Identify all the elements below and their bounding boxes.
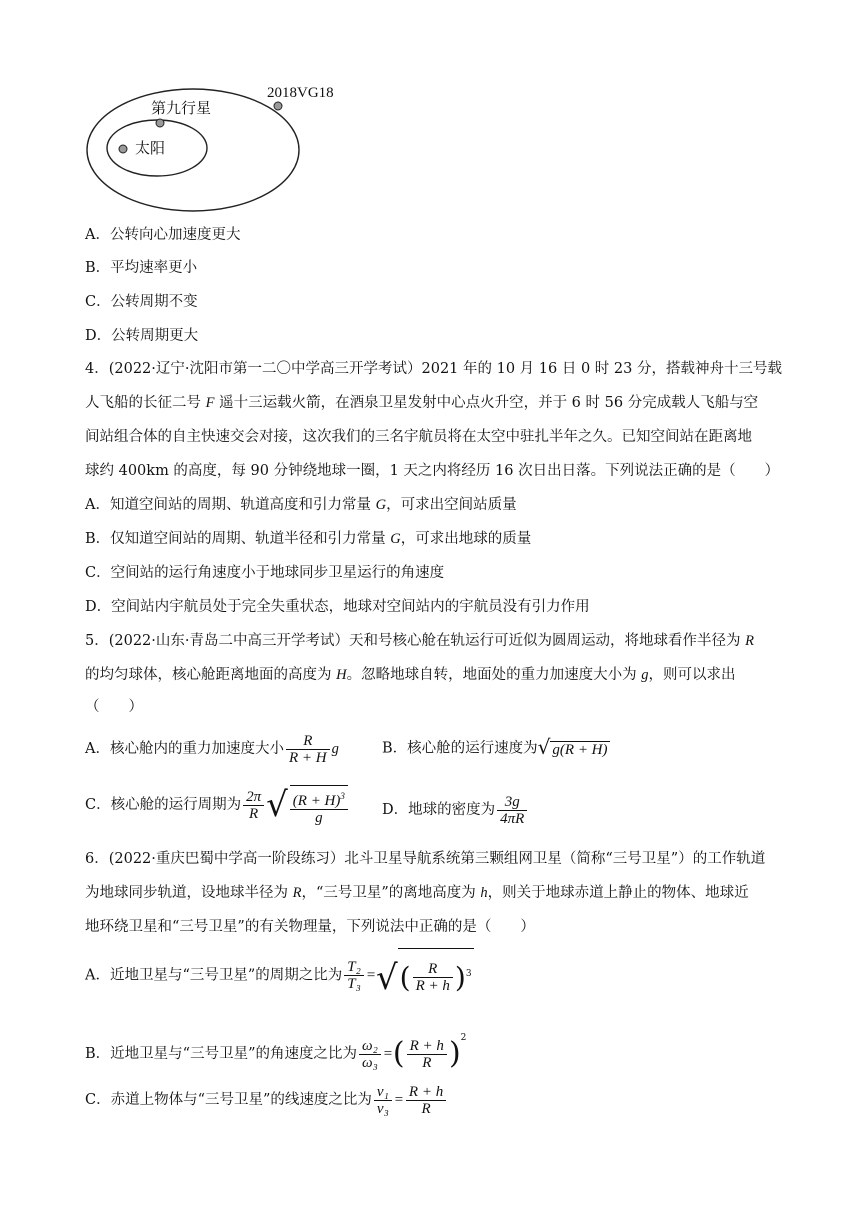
planet-nine-label: 第九行星 <box>151 99 212 117</box>
q4-option-d: D．空间站内宇航员处于完全失重状态，地球对空间站内的宇航员没有引力作用 <box>85 599 590 615</box>
q4-stem-line3: 间站组合体的自主快速交会对接，这次我们的三名宇航员将在太空中驻扎半年之久。已知空间站在距离地 <box>85 429 752 445</box>
q6-option-c: C．赤道上物体与“三号卫星”的线速度之比为 $\frac{\text{v₁}}{\text{v₃}}$ = $\frac{R + h}{R}$ <box>85 1080 448 1120</box>
q6-a-lhs: $\frac{\text{T₂}}{\text{T₃}}$ <box>344 959 364 992</box>
sun-label: 太阳 <box>135 139 166 157</box>
q4-stem-line1: 4．(2022·辽宁·沈阳市第一二〇中学高三开学考试）2021 年的 10 月 16 日 0 时 23 分，搭载神舟十三号载 <box>85 361 782 377</box>
q5-a-fraction: $\frac{R}{R + H}$ <box>286 733 330 766</box>
planet-nine-dot <box>156 119 164 127</box>
q5-option-a: A．核心舱内的重力加速度大小 $\frac{R}{R + H}$ g <box>85 732 339 766</box>
q6-option-b: B．近地卫星与“三号卫星”的角速度之比为 $\frac{\text{ω₂}}{\text{ω₃}}$ =( $\frac{R + h}{R}$ )$^2$ <box>85 1033 467 1071</box>
q5-b-sqrt: √ g(R + H) <box>537 735 608 759</box>
q6-stem-line1: 6．(2022·重庆巴蜀中学高一阶段练习）北斗卫星导航系统第三颗组网卫星（简称“三号卫星”）的工作轨道 <box>85 851 766 867</box>
q4-option-c: C．空间站的运行角速度小于地球同步卫星运行的角速度 <box>85 565 445 581</box>
vg18-dot <box>274 102 282 110</box>
q6-b-rhs: $\frac{R + h}{R}$ <box>407 1038 447 1071</box>
q4-option-b: B．仅知道空间站的周期、轨道半径和引力常量 G，可求出地球的质量 <box>85 531 532 547</box>
q4-option-a: A．知道空间站的周期、轨道高度和引力常量 G，可求出空间站质量 <box>85 497 517 513</box>
q3-option-b: B．平均速率更小 <box>85 260 198 276</box>
vg18-label: 2018VG18 <box>267 85 334 101</box>
q5-c-coef: $\frac{2\pi}{R}$ <box>243 789 264 822</box>
q5-stem-line2: 的均匀球体，核心舱距离地面的高度为 H。忽略地球自转，地面处的重力加速度大小为 g，则可以求出 <box>85 667 736 683</box>
q5-stem-line1: 5．(2022·山东·青岛二中高三开学考试）天和号核心舱在轨运行可近似为圆周运动，将地球看作半径为 R <box>85 633 754 649</box>
q5-option-b: B．核心舱的运行速度为√ g(R + H) <box>382 733 610 764</box>
q6-c-lhs: $\frac{\text{v₁}}{\text{v₃}}$ <box>374 1084 392 1117</box>
orbit-diagram <box>80 76 370 216</box>
q3-option-c: C．公转周期不变 <box>85 294 198 310</box>
q4-stem-line4: 球约 400km 的高度，每 90 分钟绕地球一圈，1 天之内将经历 16 次日出日落。下列说法正确的是（ ） <box>85 463 780 479</box>
q6-option-a: A．近地卫星与“三号卫星”的周期之比为 $\frac{\text{T₂}}{\text{T₃}}$ =√( $\frac{R}{R + h}$ )$^3$ <box>85 948 474 1003</box>
q6-b-lhs: $\frac{\text{ω₂}}{\text{ω₃}}$ <box>359 1038 381 1071</box>
q5-c-sqrt: √ $\frac{(R + H)^3}{g}$ <box>266 780 350 830</box>
q6-stem-line3: 地环绕卫星和“三号卫星”的有关物理量，下列说法中正确的是（ ） <box>85 919 535 935</box>
q6-c-rhs: $\frac{R + h}{R}$ <box>406 1084 446 1117</box>
q5-stem-line3: （ ） <box>85 699 143 715</box>
q4-stem-line2: 人飞船的长征二号 F 遥十三运载火箭，在酒泉卫星发射中心点火升空，并于 6 时 56 分完成载人飞船与空 <box>85 395 759 411</box>
q6-a-sqrt: √( $\frac{R}{R + h}$ )$^3$ <box>376 948 474 1003</box>
q3-option-d: D．公转周期更大 <box>85 328 199 344</box>
q5-option-c: C．核心舱的运行周期为 $\frac{2\pi}{R}$ √ $\frac{(R + H)^3}{g}$ <box>85 780 350 830</box>
sun-dot <box>119 145 127 153</box>
q5-option-d: D．地球的密度为 $\frac{3g}{4\pi R}$ <box>382 790 529 830</box>
q3-option-a: A．公转向心加速度更大 <box>85 227 241 243</box>
q6-stem-line2: 为地球同步轨道，设地球半径为 R，“三号卫星”的离地高度为 h，则关于地球赤道上静止的物体、地球近 <box>85 885 749 901</box>
q5-d-fraction: $\frac{3g}{4\pi R}$ <box>497 794 527 827</box>
